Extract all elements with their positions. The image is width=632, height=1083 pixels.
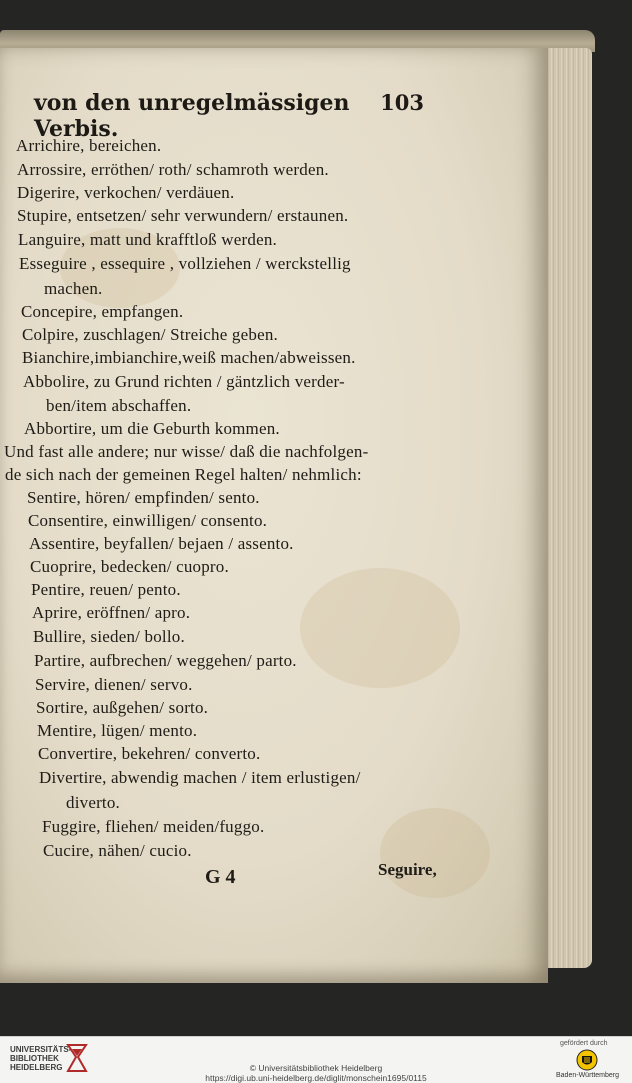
- running-head: von den unregelmässigen Verbis.: [34, 90, 350, 142]
- funder-name: Baden-Württemberg: [556, 1072, 620, 1079]
- text-line: Stupire, entsetzen/ sehr verwundern/ erstaunen.: [17, 206, 349, 225]
- copyright-notice: [0, 1063, 632, 1083]
- source-url[interactable]: https://digi.ub.uni-heidelberg.de/diglit/monschein1695/0115: [205, 1073, 427, 1083]
- coat-of-arms-icon: [576, 1049, 598, 1071]
- text-line: Consentire, einwilligen/ consento.: [28, 511, 268, 530]
- text-line: Convertire, bekehren/ converto.: [38, 744, 261, 763]
- text-line: Colpire, zuschlagen/ Streiche geben.: [22, 325, 278, 344]
- text-line: de sich nach der gemeinen Regel halten/ nehmlich:: [5, 465, 362, 484]
- institution-name: UNIVERSITÄTS- BIBLIOTHEK HEIDELBERG: [10, 1045, 72, 1072]
- text-line: Arrossire, erröthen/ roth/ schamroth werden.: [17, 160, 329, 179]
- text-line: Partire, aufbrechen/ weggehen/ parto.: [34, 651, 297, 670]
- paper-stain: [300, 568, 460, 688]
- page-number: 103: [380, 90, 424, 115]
- text-line: Bullire, sieden/ bollo.: [33, 627, 185, 646]
- page-header: [34, 88, 424, 142]
- text-line: Servire, dienen/ servo.: [35, 675, 193, 694]
- text-line: Arrichire, bereichen.: [16, 136, 162, 155]
- text-line: Languire, matt und krafftloß werden.: [18, 230, 277, 249]
- text-line: Divertire, abwendig machen / item erlustigen/: [39, 768, 361, 787]
- signature-mark: G 4: [205, 866, 236, 888]
- text-line: Esseguire , essequire , vollziehen / werckstellig: [19, 254, 351, 273]
- copyright-text: © Universitätsbibliothek Heidelberg: [249, 1063, 383, 1073]
- text-line: Assentire, beyfallen/ bejaen / assento.: [29, 534, 294, 553]
- text-line: Bianchire,imbianchire,weiß machen/abweissen.: [22, 348, 356, 367]
- text-line: Pentire, reuen/ pento.: [31, 580, 181, 599]
- text-line: Fuggire, fliehen/ meiden/fuggo.: [42, 817, 265, 836]
- text-line: diverto.: [66, 793, 121, 812]
- text-line: Digerire, verkochen/ verdäuen.: [17, 183, 235, 202]
- text-line: Mentire, lügen/ mento.: [37, 721, 198, 740]
- text-line: Abbolire, zu Grund richten / gäntzlich verder-: [23, 372, 345, 391]
- text-line: ben/item abschaffen.: [46, 396, 192, 415]
- text-line: Sortire, außgehen/ sorto.: [36, 698, 209, 717]
- text-line: Cucire, nähen/ cucio.: [43, 841, 192, 860]
- catchword: Seguire,: [378, 860, 437, 879]
- text-line: Aprire, eröffnen/ apro.: [32, 603, 191, 622]
- text-line: Cuoprire, bedecken/ cuopro.: [30, 557, 229, 576]
- text-line: machen.: [44, 279, 103, 298]
- text-line: Abbortire, um die Geburth kommen.: [24, 419, 280, 438]
- funded-by-label: gefördert durch: [560, 1040, 608, 1047]
- text-line: Sentire, hören/ empfinden/ sento.: [27, 488, 260, 507]
- text-line: Concepire, empfangen.: [21, 302, 184, 321]
- paper-stain: [380, 808, 490, 898]
- text-line: Und fast alle andere; nur wisse/ daß die nachfolgen-: [4, 442, 369, 461]
- viewer-footer: [0, 1036, 632, 1083]
